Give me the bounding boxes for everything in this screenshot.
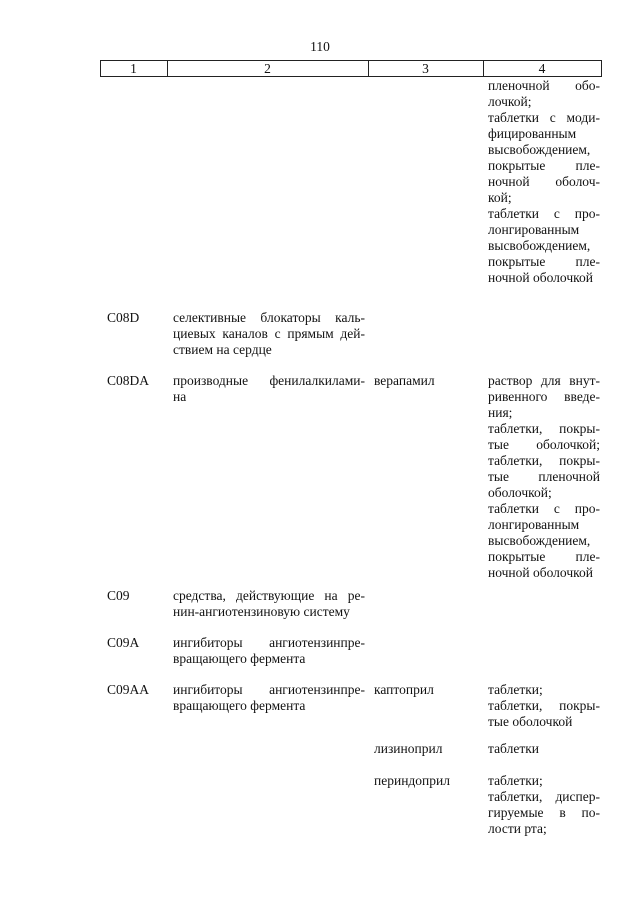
cell-text-line: таблетки, диспер-	[488, 789, 600, 804]
cell-text-line: производные фенилалкилами-	[173, 373, 365, 388]
cell-text-line: C08D	[107, 310, 140, 325]
cell-text-line: нин-ангиотензиновую систему	[173, 604, 350, 619]
drug-name	[374, 373, 482, 389]
cell-text-line: селективные блокаторы каль-	[173, 310, 365, 325]
column-separator	[601, 60, 602, 77]
cell-text-line: верапамил	[374, 373, 435, 388]
atc-code	[107, 588, 167, 604]
cell-text-line: таблетки с про-	[488, 206, 600, 221]
cell-text-line: таблетки, покры-	[488, 453, 600, 468]
cell-text-line: средства, действующие на ре-	[173, 588, 365, 603]
column-header-1: 1	[130, 61, 137, 76]
cell-text-line: оболочкой;	[488, 485, 552, 500]
cell-text-line: ночной оболоч-	[488, 174, 600, 189]
column-header-4: 4	[538, 61, 546, 76]
cell-text-line: ствием на сердце	[173, 342, 272, 357]
cell-text-line: высвобождением,	[488, 142, 591, 157]
cell-text-line: тые оболочкой	[488, 714, 573, 729]
cell-text-line: фицированным	[488, 126, 577, 141]
cell-text-line: таблетки;	[488, 682, 543, 697]
page-number: 110	[310, 39, 330, 54]
cell-text-line: ингибиторы ангиотензинпре-	[173, 635, 365, 650]
atc-code	[107, 682, 167, 698]
cell-text-line: C09AA	[107, 682, 150, 697]
cell-text-line: ния;	[488, 405, 513, 420]
cell-text-line: лонгированным	[488, 222, 580, 237]
atc-code	[107, 373, 167, 389]
dosage-forms	[488, 773, 600, 837]
atc-group-name	[173, 373, 365, 405]
column-header-2: 2	[264, 61, 271, 76]
cell-text-line: таблетки	[488, 741, 540, 756]
atc-group-name	[173, 682, 365, 714]
cell-text-line: кой;	[488, 190, 512, 205]
dosage-forms	[488, 682, 600, 730]
column-header-3: 3	[422, 61, 429, 76]
cell-text-line: таблетки с про-	[488, 501, 600, 516]
cell-text-line: ингибиторы ангиотензинпре-	[173, 682, 365, 697]
atc-code	[107, 310, 167, 326]
dosage-forms	[488, 78, 600, 286]
cell-text-line: лизиноприл	[374, 741, 443, 756]
cell-text-line: C08DA	[107, 373, 150, 388]
cell-text-line: тые оболочкой;	[488, 437, 600, 452]
cell-text-line: вращающего фермента	[173, 651, 306, 666]
cell-text-line: на	[173, 389, 187, 404]
cell-text-line: периндоприл	[374, 773, 450, 788]
cell-text-line: раствор для внут-	[488, 373, 600, 388]
cell-text-line: покрытые пле-	[488, 254, 600, 269]
cell-text-line: лонгированным	[488, 517, 580, 532]
cell-text-line: циевых каналов с прямым дей-	[173, 326, 365, 341]
cell-text-line: гируемые в по-	[488, 805, 600, 820]
cell-text-line: ривенного введе-	[488, 389, 600, 404]
cell-text-line: каптоприл	[374, 682, 434, 697]
cell-text-line: лости рта;	[488, 821, 547, 836]
cell-text-line: таблетки, покры-	[488, 421, 600, 436]
dosage-forms	[488, 373, 600, 581]
cell-text-line: таблетки, покры-	[488, 698, 600, 713]
cell-text-line: вращающего фермента	[173, 698, 306, 713]
cell-text-line: C09	[107, 588, 130, 603]
atc-code	[107, 635, 167, 651]
cell-text-line: пленочной обо-	[488, 78, 600, 93]
dosage-forms	[488, 741, 600, 757]
cell-text-line: лочкой;	[488, 94, 532, 109]
cell-text-line: C09A	[107, 635, 140, 650]
cell-text-line: таблетки с моди-	[488, 110, 600, 125]
atc-group-name	[173, 588, 365, 620]
cell-text-line: таблетки;	[488, 773, 543, 788]
table-header-bottom-rule	[100, 76, 602, 77]
cell-text-line: покрытые пле-	[488, 549, 600, 564]
drug-name	[374, 741, 482, 757]
cell-text-line: покрытые пле-	[488, 158, 600, 173]
drug-name	[374, 773, 482, 789]
cell-text-line: высвобождением,	[488, 238, 591, 253]
cell-text-line: тые пленочной	[488, 469, 600, 484]
cell-text-line: высвобождением,	[488, 533, 591, 548]
drug-name	[374, 682, 482, 698]
atc-group-name	[173, 310, 365, 358]
cell-text-line: ночной оболочкой	[488, 565, 593, 580]
atc-group-name	[173, 635, 365, 667]
cell-text-line: ночной оболочкой	[488, 270, 593, 285]
